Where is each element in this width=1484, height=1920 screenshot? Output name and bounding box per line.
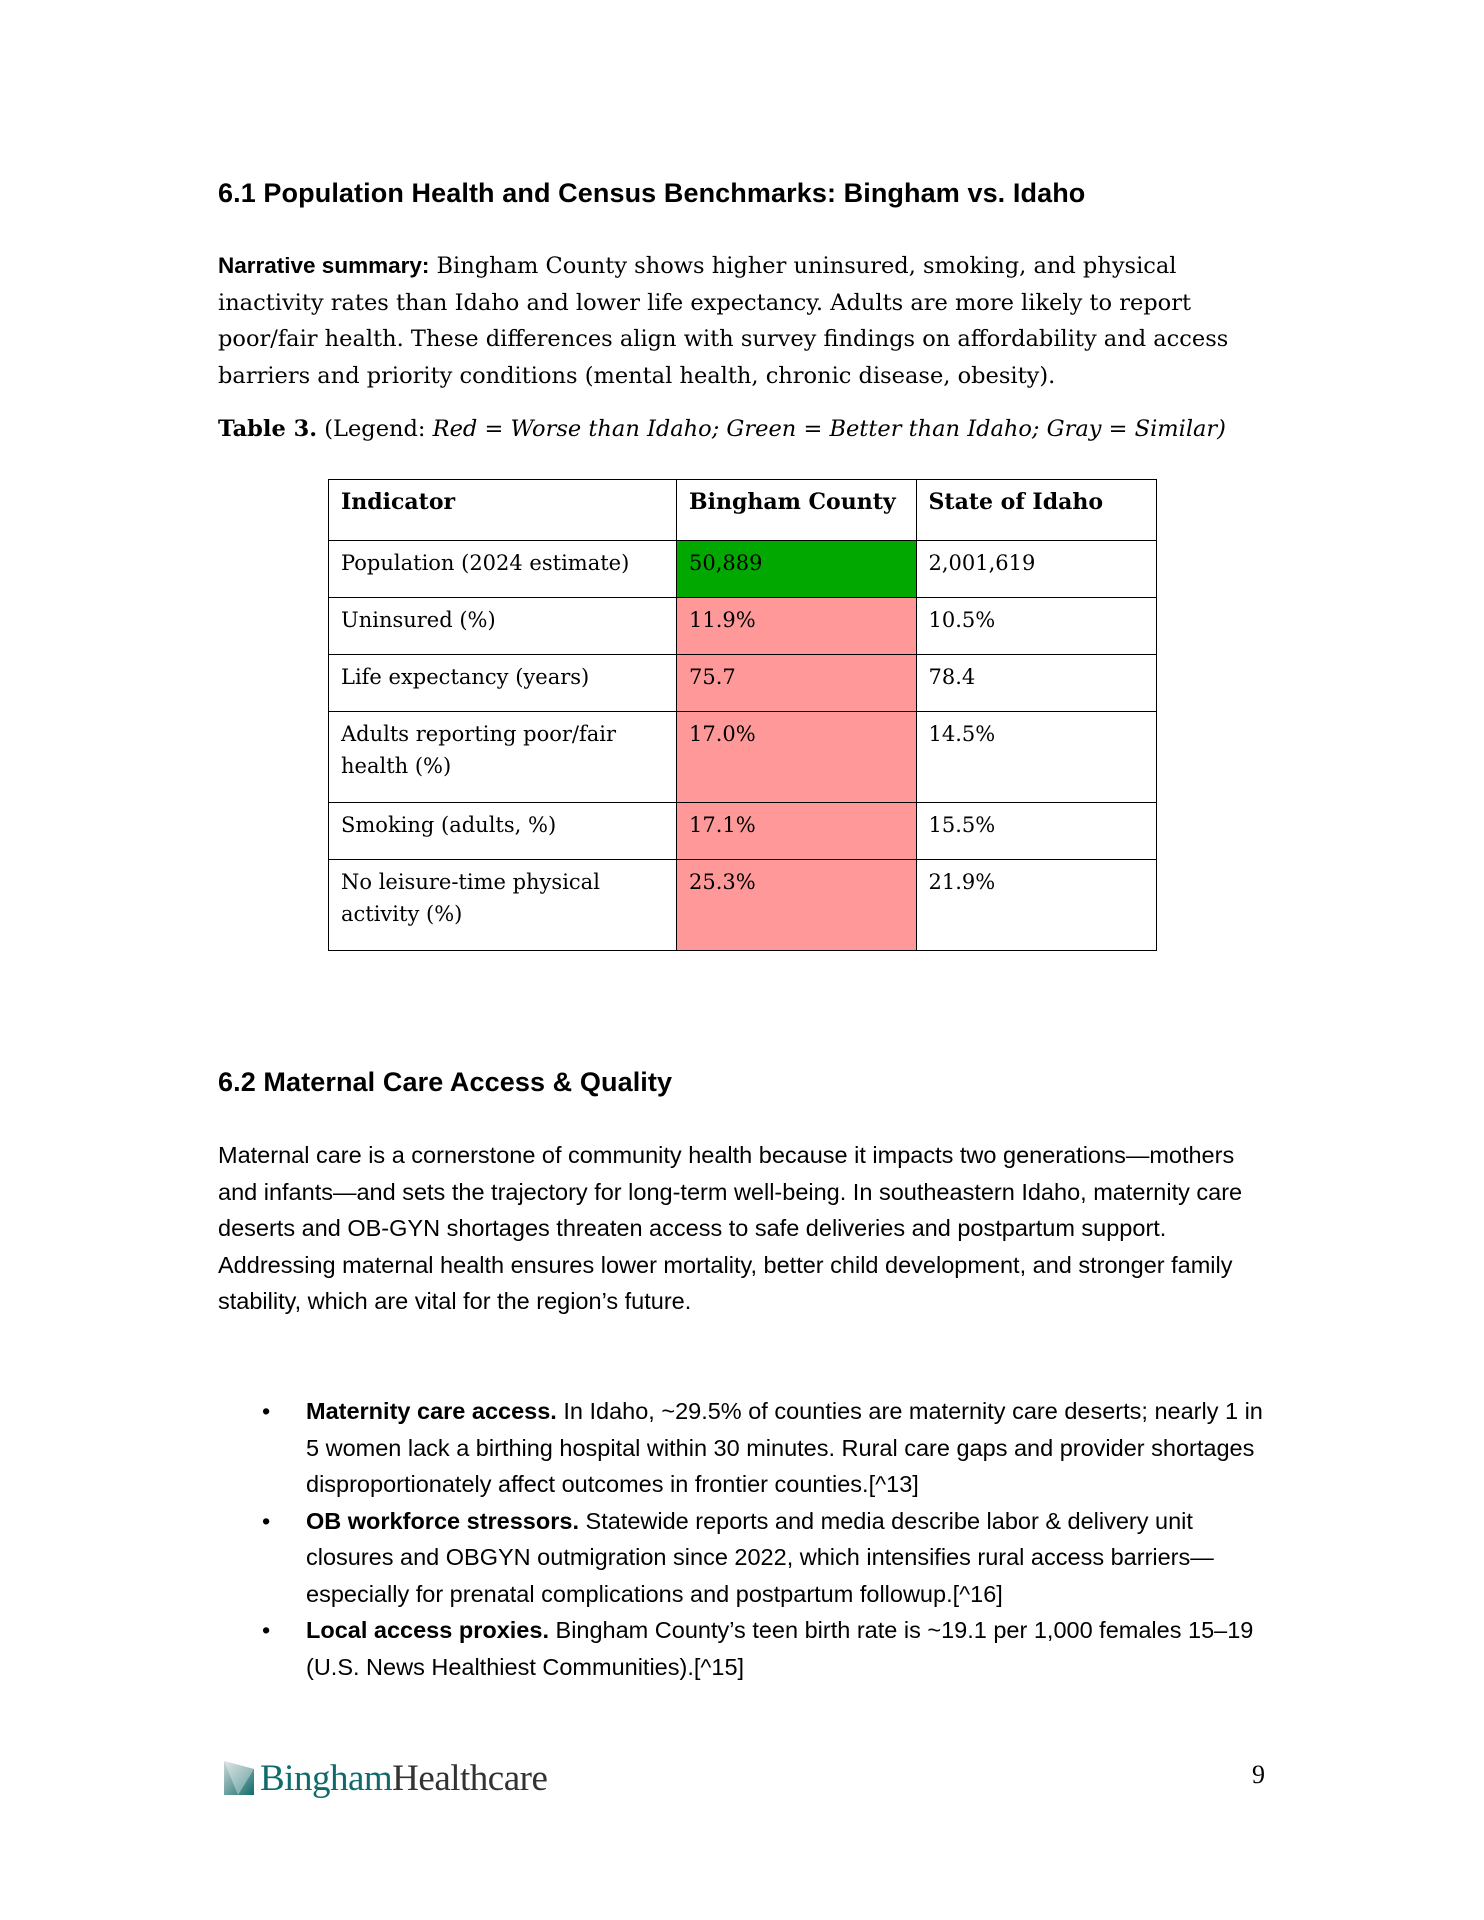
list-item <box>218 1393 1278 1503</box>
narrative-text: Bingham County shows higher uninsured, smoking, and physical inactivity rates than Idaho and lower life expectancy. Adults are more likely to report poor/fair health. These differences align with survey findings on affordability and access barriers and priority conditions (mental health, chronic disease, obesity). <box>218 253 1229 389</box>
bullet-text: Statewide reports and media describe labor & delivery unit closures and OBGYN outmigration since 2022, which intensifies rural access barriers—especially for prenatal complications and postpartum followup.[^16] <box>306 1507 1214 1607</box>
legend-text: Red = Worse than Idaho; Green = Better than Idaho; Gray = Similar) <box>432 416 1226 442</box>
bullet-label: Local access proxies. <box>306 1617 549 1643</box>
bingham-value-cell: 17.1% <box>677 803 917 860</box>
indicator-cell: Adults reporting poor/fair health (%) <box>329 712 677 803</box>
bingham-value-cell: 11.9% <box>677 598 917 655</box>
bingham-healthcare-logo <box>222 1754 547 1802</box>
bingham-value-cell: 25.3% <box>677 860 917 951</box>
indicator-cell: Population (2024 estimate) <box>329 541 677 598</box>
page-number: 9 <box>1252 1760 1265 1789</box>
section-6-1-heading: 6.1 Population Health and Census Benchmarks: Bingham vs. Idaho <box>218 178 1086 208</box>
list-item <box>218 1612 1278 1685</box>
logo-text-healthcare: Healthcare <box>392 1757 548 1799</box>
table-row <box>329 712 1157 803</box>
bullet-label: OB workforce stressors. <box>306 1507 579 1534</box>
idaho-value-cell: 14.5% <box>916 712 1156 803</box>
bingham-value-cell: 17.0% <box>677 712 917 803</box>
bingham-value-cell: 50,889 <box>677 541 917 598</box>
header-bingham-county: Bingham County <box>677 480 917 541</box>
legend-open: (Legend: <box>324 416 426 442</box>
bullet-label: Maternity care access. <box>306 1398 557 1424</box>
table-header-row <box>329 480 1157 541</box>
table-label: Table 3. <box>218 416 318 442</box>
logo-text-bingham: Bingham <box>260 1757 393 1799</box>
bullet-glyph: • <box>262 1507 271 1534</box>
list-item <box>218 1503 1278 1613</box>
idaho-value-cell: 21.9% <box>916 860 1156 951</box>
indicator-cell: Life expectancy (years) <box>329 655 677 712</box>
table-row <box>329 655 1157 712</box>
narrative-summary <box>218 248 1248 394</box>
narrative-label: Narrative summary: <box>218 253 430 278</box>
table-row <box>329 860 1157 951</box>
table-row <box>329 541 1157 598</box>
table-row <box>329 803 1157 860</box>
section-6-2-heading: 6.2 Maternal Care Access & Quality <box>218 1067 673 1097</box>
bullet-glyph: • <box>262 1398 271 1424</box>
table-row <box>329 598 1157 655</box>
indicator-cell: No leisure-time physical activity (%) <box>329 860 677 951</box>
maternal-bullet-list <box>218 1393 1278 1685</box>
indicator-cell: Smoking (adults, %) <box>329 803 677 860</box>
maternal-care-paragraph: Maternal care is a cornerstone of community health because it impacts two generations—mothers and infants—and sets the trajectory for long-term well-being. In southeastern Idaho, maternity care deserts and OB-GYN shortages threaten access to safe deliveries and postpartum support. Addressing maternal health ensures lower mortality, better child development, and stronger family stability, which are vital for the region’s future. <box>218 1142 1243 1314</box>
idaho-value-cell: 78.4 <box>916 655 1156 712</box>
bingham-value-cell: 75.7 <box>677 655 917 712</box>
bingham-logo-mark-icon <box>222 1759 256 1797</box>
table-caption <box>218 416 1226 442</box>
bullet-glyph: • <box>262 1617 271 1643</box>
benchmark-table <box>328 479 1157 951</box>
bullet-text: Bingham County’s teen birth rate is ~19.1 per 1,000 females 15–19 (U.S. News Healthiest Communities).[^15] <box>306 1617 1254 1680</box>
header-state-of-idaho: State of Idaho <box>916 480 1156 541</box>
idaho-value-cell: 2,001,619 <box>916 541 1156 598</box>
bullet-text: In Idaho, ~29.5% of counties are maternity care deserts; nearly 1 in 5 women lack a birthing hospital within 30 minutes. Rural care gaps and provider shortages disproportionately affect outcomes in frontier counties.[^13] <box>306 1398 1263 1497</box>
idaho-value-cell: 15.5% <box>916 803 1156 860</box>
indicator-cell: Uninsured (%) <box>329 598 677 655</box>
header-indicator: Indicator <box>329 480 677 541</box>
idaho-value-cell: 10.5% <box>916 598 1156 655</box>
